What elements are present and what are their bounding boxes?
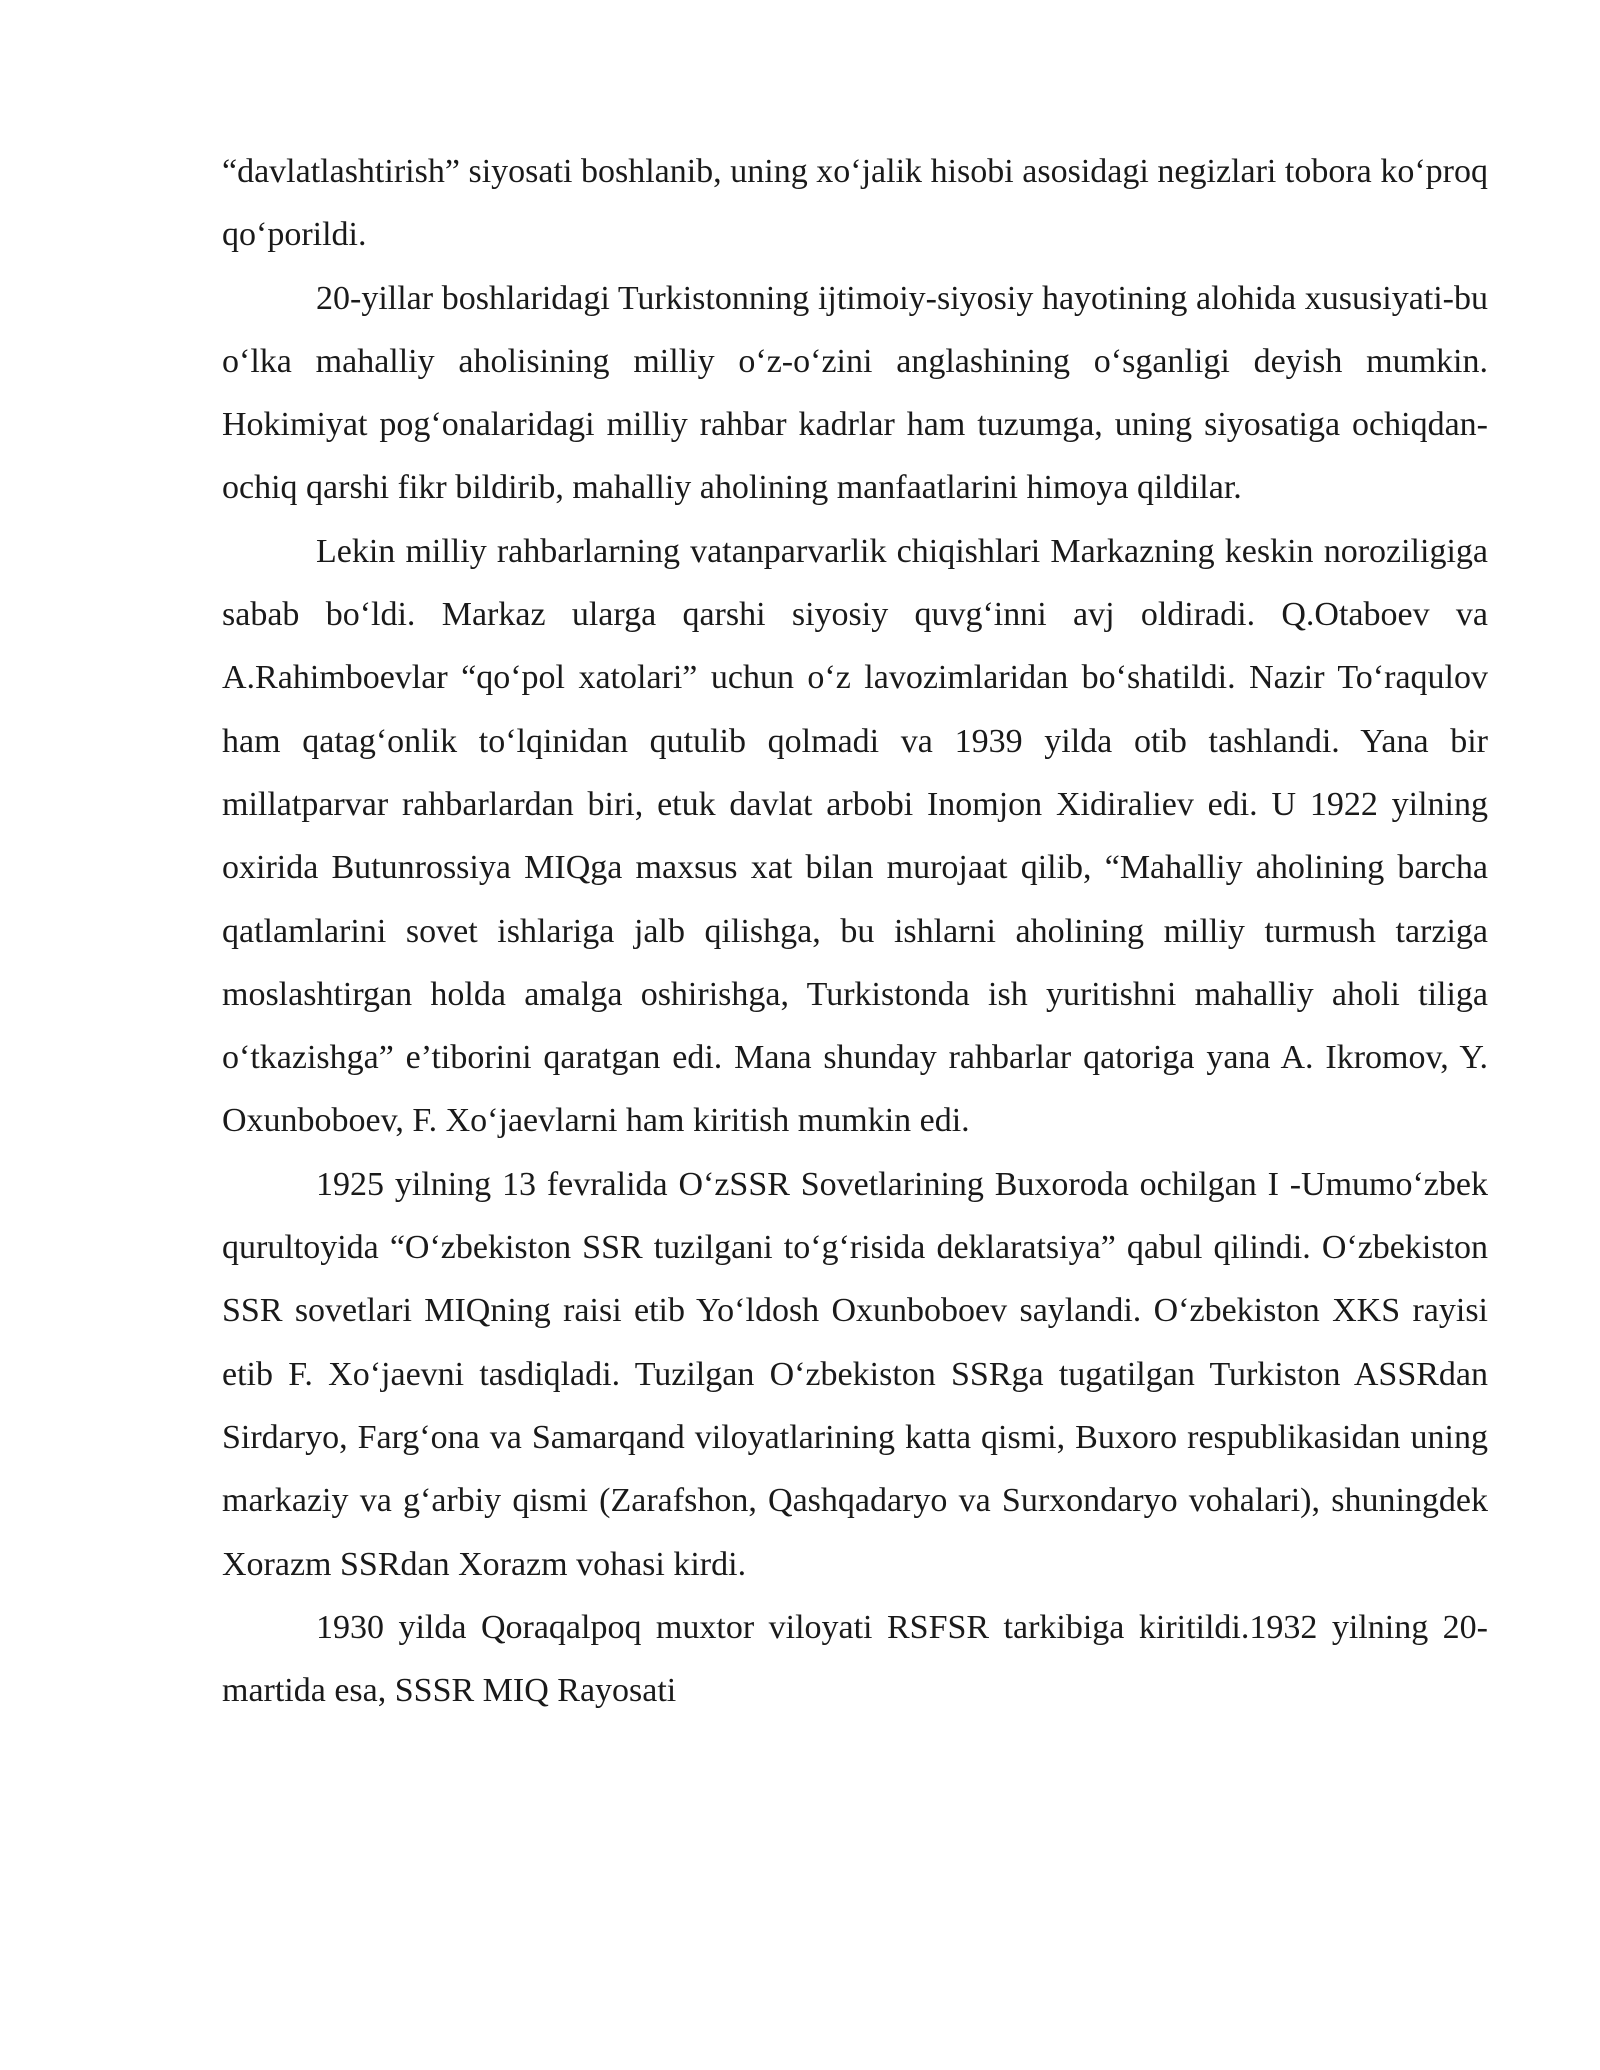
paragraph-4: 1925 yilning 13 fevralida OʻzSSR Sovetlarining Buxoroda ochilgan I -Umumoʻzbek qurultoyida “Oʻzbekiston SSR tuzilgani toʻgʻrisida deklaratsiya” qabul qilindi. Oʻzbekiston SSR sovetlari MIQning raisi etib Yoʻldosh Oxunboboev saylandi. Oʻzbekiston XKS rayisi etib F. Xoʻjaevni tasdiqladi. Tuzilgan Oʻzbekiston SSRga tugatilgan Turkiston ASSRdan Sirdaryo, Fargʻona va Samarqand viloyatlarining katta qismi, Buxoro respublikasidan uning markaziy va gʻarbiy qismi (Zarafshon, Qashqadaryo va Surxondaryo vohalari), shuningdek Xorazm SSRdan Xorazm vohasi kirdi. — [222, 1165, 1488, 1583]
paragraph-3: Lekin milliy rahbarlarning vatanparvarlik chiqishlari Markazning keskin noroziligiga sabab boʻldi. Markaz ularga qarshi siyosiy quvgʻinni avj oldiradi. Q.Otaboev va A.Rahimboevlar “qoʻpol xatolari” uchun oʻz lavozimlaridan boʻshatildi. Nazir Toʻraqulov ham qatagʻonlik toʻlqinidan qutulib qolmadi va 1939 yilda otib tashlandi. Yana bir millatparvar rahbarlardan biri, etuk davlat arbobi Inomjon Xidiraliev edi. U 1922 yilning oxirida Butunrossiya MIQga maxsus xat bilan murojaat qilib, “Mahalliy aholining barcha qatlamlarini sovet ishlariga jalb qilishga, bu ishlarni aholining milliy turmush tarziga moslashtirgan holda amalga oshirishga, Turkistonda ish yuritishni mahalliy aholi tiliga oʻtkazishga” e’tiborini qaratgan edi. Mana shunday rahbarlar qatoriga yana A. Ikromov, Y. Oxunboboev, F. Xoʻjaevlarni ham kiritish mumkin edi. — [222, 532, 1488, 1140]
paragraph-2: 20-yillar boshlaridagi Turkistonning ijtimoiy-siyosiy hayotining alohida xususiyati-bu oʻlka mahalliy aholisining milliy oʻz-oʻzini anglashining oʻsganligi deyish mumkin. Hokimiyat pogʻonalaridagi milliy rahbar kadrlar ham tuzumga, uning siyosatiga ochiqdan-ochiq qarshi fikr bildirib, mahalliy aholining manfaatlarini himoya qildilar. — [222, 279, 1488, 507]
paragraph-5: 1930 yilda Qoraqalpoq muxtor viloyati RSFSR tarkibiga kiritildi.1932 yilning 20-martida esa, SSSR MIQ Rayosati — [222, 1608, 1488, 1710]
document-page — [222, 140, 1488, 1722]
paragraph-1: “davlatlashtirish” siyosati boshlanib, uning xoʻjalik hisobi asosidagi negizlari tobora koʻproq qoʻporildi. — [222, 153, 1488, 254]
